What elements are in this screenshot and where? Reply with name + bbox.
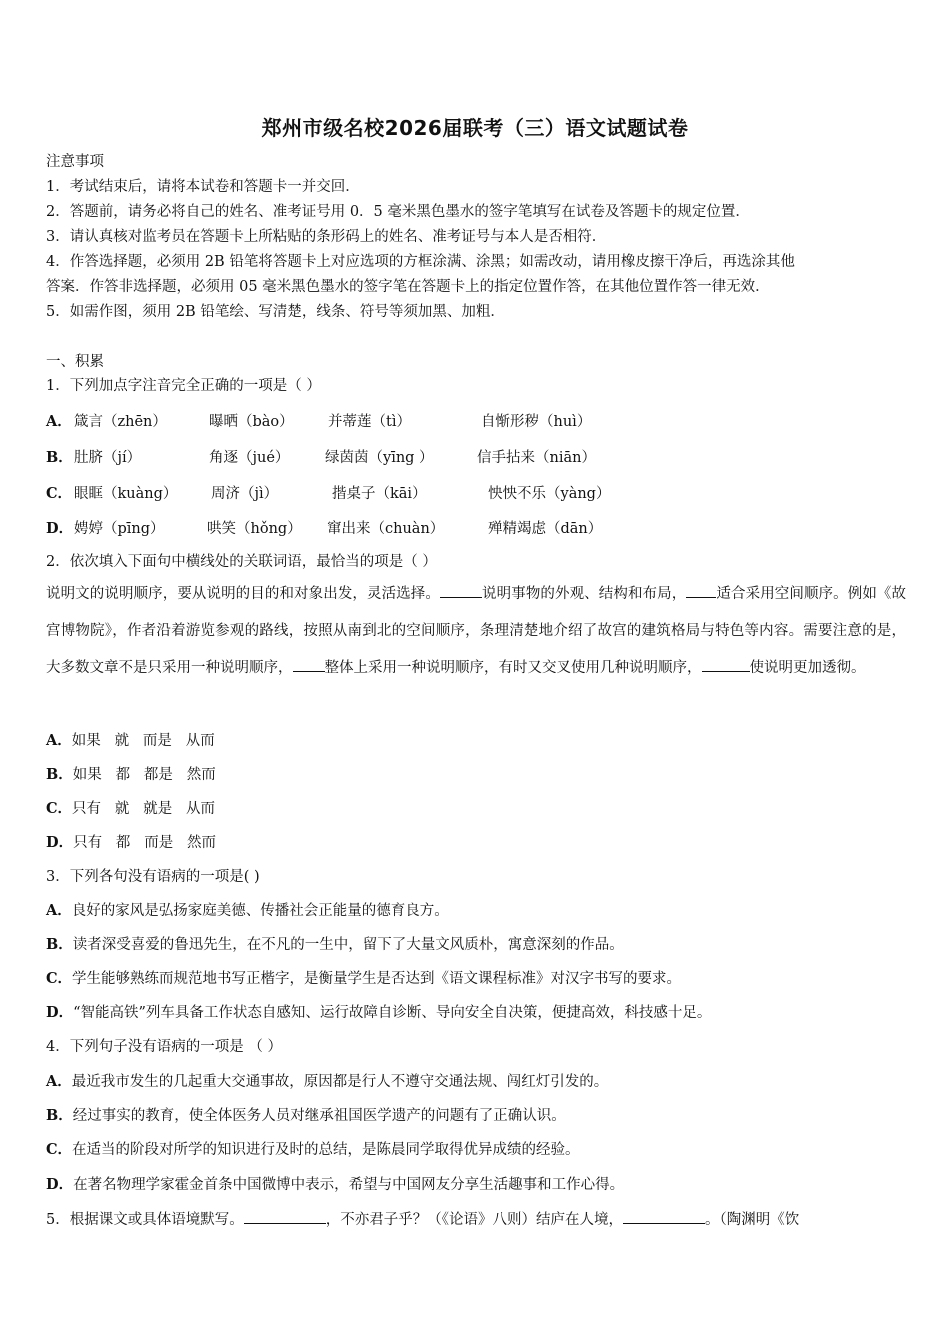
option-letter: D．	[46, 1004, 74, 1021]
passage-text: 说明文的说明顺序，要从说明的目的和对象出发，灵活选择。	[46, 586, 440, 602]
q1-option-b-letter: B．	[46, 449, 73, 466]
question-text: 5．根据课文或具体语境默写。	[46, 1212, 244, 1228]
q1-option-d-word: 殚精竭虑（dān）	[488, 521, 603, 537]
q4-option-c	[46, 1140, 580, 1160]
option-letter: A．	[46, 902, 72, 919]
fill-blank[interactable]	[440, 583, 482, 598]
question-5-stem	[46, 1209, 799, 1230]
q2-option-b	[46, 765, 216, 785]
passage-text: 整体上采用一种说明顺序，有时又交叉使用几种说明顺序，	[324, 660, 702, 676]
q1-option-d-word: 哄笑（hǒng）	[207, 521, 302, 537]
fill-blank[interactable]	[623, 1209, 705, 1224]
option-text: 经过事实的教育，使全体医务人员对继承祖国医学遗产的问题有了正确认识。	[72, 1108, 566, 1124]
q1-option-d-word: 窜出来（chuàn）	[327, 521, 445, 537]
q2-option-d	[46, 833, 216, 853]
notice-item: 答案．作答非选择题，必须用 05 毫米黑色墨水的签字笔在答题卡上的指定位置作答，在其他位置作答一律无效．	[46, 279, 770, 295]
q4-option-a	[46, 1072, 608, 1092]
fill-blank[interactable]	[293, 657, 325, 672]
question-text: ，不亦君子乎？（《论语》八则）结庐在人境，	[325, 1212, 623, 1228]
question-3-stem: 3．下列各句没有语病的一项是( )	[46, 869, 260, 885]
q1-option-b-word: 角逐（jué）	[209, 450, 290, 466]
q1-option-d-word: 娉婷（pīng）	[74, 521, 165, 537]
q3-option-d	[46, 1003, 711, 1023]
q1-option-b-word: 肚脐（jí）	[74, 450, 142, 466]
q1-option-b-word: 信手拈来（niān）	[477, 450, 596, 466]
option-letter: B．	[46, 936, 73, 953]
option-letter: C．	[46, 800, 73, 817]
option-letter: C．	[46, 970, 73, 987]
option-text: 只有 都 而是 然而	[73, 835, 217, 851]
q1-option-b-word: 绿茵茵（yīng ）	[325, 450, 434, 466]
fill-blank[interactable]	[244, 1209, 326, 1224]
passage-text: 说明事物的外观、结构和布局，	[481, 586, 687, 602]
q1-option-c-word: 眼眶（kuàng）	[74, 486, 178, 502]
q1-option-c-word: 揩桌子（kāi）	[332, 486, 427, 502]
option-letter: D．	[46, 1176, 74, 1193]
option-letter: A．	[46, 1073, 72, 1090]
q1-option-c-word: 周济（jì）	[211, 486, 279, 502]
fill-blank[interactable]	[702, 657, 750, 672]
notice-item: 2．答题前，请务必将自己的姓名、准考证号用 0．5 毫米黑色墨水的签字笔填写在试卷及答题卡的规定位置．	[46, 204, 750, 220]
option-text: 读者深受喜爱的鲁迅先生，在不凡的一生中，留下了大量文风质朴，寓意深刻的作品。	[72, 937, 624, 953]
option-text: 在著名物理学家霍金首条中国微博中表示，希望与中国网友分享生活趣事和工作心得。	[73, 1177, 625, 1193]
question-2-stem: 2．依次填入下面句中横线处的关联词语，最恰当的项是（ ）	[46, 554, 437, 570]
option-text: 最近我市发生的几起重大交通事故，原因都是行人不遵守交通法规、闯红灯引发的。	[71, 1074, 609, 1090]
q1-option-c-letter: C．	[46, 485, 73, 502]
notice-heading: 注意事项	[46, 154, 104, 170]
notice-item: 5．如需作图，须用 2B 铅笔绘、写清楚，线条、符号等须加黑、加粗．	[46, 304, 505, 320]
q4-option-d	[46, 1175, 624, 1195]
q1-option-a-word: 并蒂莲（tì）	[328, 414, 411, 430]
option-text: 学生能够熟练而规范地书写正楷字，是衡量学生是否达到《语文课程标准》对汉字书写的要求。	[72, 971, 682, 987]
page-title: 郑州市级名校2026届联考（三）语文试题试卷	[261, 116, 689, 140]
q3-option-a	[46, 901, 449, 921]
option-text: 只有 就 就是 从而	[72, 801, 216, 817]
option-letter: B．	[46, 1107, 73, 1124]
notice-item: 3．请认真核对监考员在答题卡上所粘贴的条形码上的姓名、准考证号与本人是否相符．	[46, 229, 607, 245]
question-1-stem: 1．下列加点字注音完全正确的一项是（ ）	[46, 378, 321, 394]
option-letter: D．	[46, 834, 74, 851]
q4-option-b	[46, 1106, 566, 1126]
option-text: 在适当的阶段对所学的知识进行及时的总结，是陈晨同学取得优异成绩的经验。	[72, 1142, 580, 1158]
q1-option-a-letter: A．	[46, 413, 72, 430]
q2-option-c	[46, 799, 215, 819]
section-heading: 一、积累	[46, 354, 104, 370]
option-letter: B．	[46, 766, 73, 783]
passage-text: 使说明更加透彻。	[749, 660, 866, 676]
option-letter: C．	[46, 1141, 73, 1158]
notice-item: 4．作答选择题，必须用 2B 铅笔将答题卡上对应选项的方框涂满、涂黑；如需改动，请用橡皮擦干净后，再选涂其他	[46, 254, 795, 270]
q1-option-a-word: 箴言（zhēn）	[74, 414, 167, 430]
passage-text: 适合采用空间顺序。例如《故宫博物院》，作者沿着游览参观的路线，按照从南到北的空间顺序，条理清楚地介绍了故宫的建筑格局与特色等内容。需要注意的是，大多数文章不是只采用一种说明顺序，	[46, 586, 907, 676]
option-text: 如果 就 而是 从而	[71, 733, 215, 749]
q1-option-c-word: 怏怏不乐（yàng）	[488, 486, 611, 502]
notice-item: 1．考试结束后，请将本试卷和答题卡一并交回．	[46, 179, 360, 195]
q3-option-b	[46, 935, 624, 955]
option-text: “智能高铁”列车具备工作状态自感知、运行故障自诊断、导向安全自决策，便捷高效，科技感十足。	[73, 1005, 712, 1021]
q1-option-a-word: 自惭形秽（huì）	[481, 414, 592, 430]
q2-option-a	[46, 731, 215, 751]
question-text: 。（陶渊明《饮	[704, 1212, 800, 1228]
option-letter: A．	[46, 732, 72, 749]
q1-option-d-letter: D．	[46, 520, 74, 537]
fill-blank[interactable]	[686, 583, 716, 598]
option-text: 如果 都 都是 然而	[72, 767, 216, 783]
q3-option-c	[46, 969, 681, 989]
question-2-passage	[46, 576, 906, 687]
q1-option-a-word: 曝晒（bào）	[209, 414, 294, 430]
option-text: 良好的家风是弘扬家庭美德、传播社会正能量的德育良方。	[71, 903, 449, 919]
question-4-stem: 4．下列句子没有语病的一项是 （ ）	[46, 1039, 282, 1055]
